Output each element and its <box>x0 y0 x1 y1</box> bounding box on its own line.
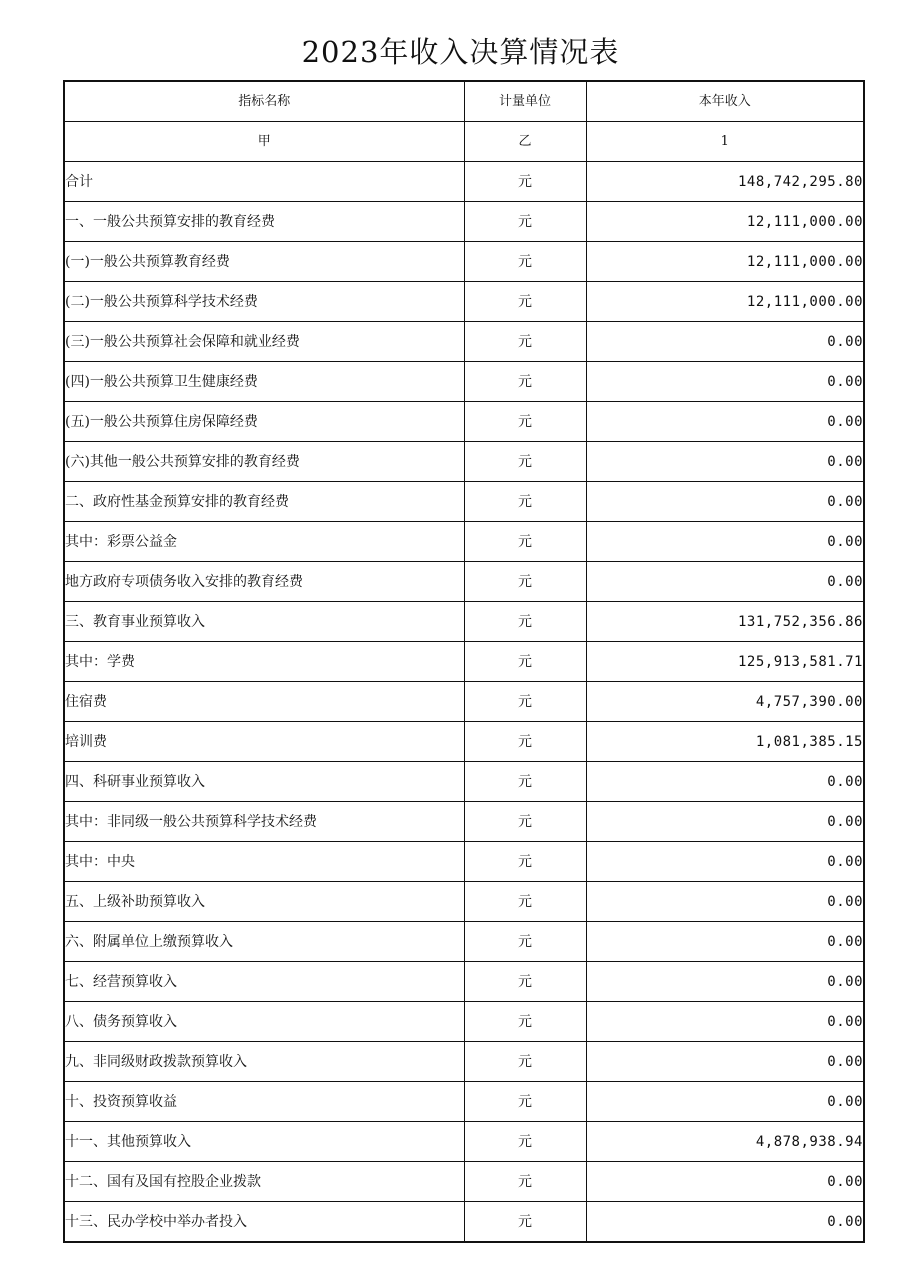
page-title: 2023年收入决算情况表 <box>301 35 620 69</box>
row-unit: 元 <box>464 402 586 442</box>
row-name: 六、附属单位上缴预算收入 <box>64 922 464 962</box>
revenue-table <box>63 80 865 1243</box>
table-row <box>64 1162 864 1202</box>
table-row <box>64 722 864 762</box>
table-row <box>64 1002 864 1042</box>
row-value: 12,111,000.00 <box>586 282 864 322</box>
row-unit: 元 <box>464 882 586 922</box>
table-row <box>64 682 864 722</box>
row-value: 0.00 <box>586 922 864 962</box>
table-row <box>64 962 864 1002</box>
table-row <box>64 362 864 402</box>
row-value: 148,742,295.80 <box>586 162 864 202</box>
table-row <box>64 562 864 602</box>
row-unit: 元 <box>464 1122 586 1162</box>
row-value: 0.00 <box>586 1202 864 1243</box>
row-unit: 元 <box>464 842 586 882</box>
table-row <box>64 1122 864 1162</box>
row-value: 4,878,938.94 <box>586 1122 864 1162</box>
row-name: (一)一般公共预算教育经费 <box>64 242 464 282</box>
row-value: 0.00 <box>586 882 864 922</box>
row-name: 一、一般公共预算安排的教育经费 <box>64 202 464 242</box>
table-row <box>64 842 864 882</box>
row-unit: 元 <box>464 602 586 642</box>
row-name: (三)一般公共预算社会保障和就业经费 <box>64 322 464 362</box>
row-value: 131,752,356.86 <box>586 602 864 642</box>
row-unit: 元 <box>464 282 586 322</box>
row-value: 0.00 <box>586 962 864 1002</box>
row-name: 十一、其他预算收入 <box>64 1122 464 1162</box>
row-unit: 元 <box>464 482 586 522</box>
row-name: 十三、民办学校中举办者投入 <box>64 1202 464 1243</box>
row-value: 12,111,000.00 <box>586 202 864 242</box>
row-unit: 元 <box>464 962 586 1002</box>
row-unit: 元 <box>464 1002 586 1042</box>
row-name: (二)一般公共预算科学技术经费 <box>64 282 464 322</box>
table-row <box>64 202 864 242</box>
table-row <box>64 282 864 322</box>
row-name: 其中：中央 <box>64 842 464 882</box>
table-row <box>64 1042 864 1082</box>
row-unit: 元 <box>464 202 586 242</box>
row-name: 二、政府性基金预算安排的教育经费 <box>64 482 464 522</box>
row-value: 1,081,385.15 <box>586 722 864 762</box>
subheader-unit: 乙 <box>464 122 586 162</box>
row-name: 三、教育事业预算收入 <box>64 602 464 642</box>
row-name: 五、上级补助预算收入 <box>64 882 464 922</box>
row-unit: 元 <box>464 1042 586 1082</box>
table-row <box>64 802 864 842</box>
row-value: 0.00 <box>586 322 864 362</box>
row-name: 其中：非同级一般公共预算科学技术经费 <box>64 802 464 842</box>
row-value: 0.00 <box>586 842 864 882</box>
row-value: 0.00 <box>586 1002 864 1042</box>
table-row <box>64 322 864 362</box>
table-subheader-row <box>64 122 864 162</box>
table-header-row <box>64 81 864 122</box>
row-value: 0.00 <box>586 362 864 402</box>
row-unit: 元 <box>464 242 586 282</box>
row-unit: 元 <box>464 322 586 362</box>
subheader-value: 1 <box>586 122 864 162</box>
row-unit: 元 <box>464 802 586 842</box>
row-unit: 元 <box>464 1082 586 1122</box>
row-unit: 元 <box>464 362 586 402</box>
row-name: 培训费 <box>64 722 464 762</box>
header-value: 本年收入 <box>586 81 864 122</box>
row-unit: 元 <box>464 682 586 722</box>
row-value: 125,913,581.71 <box>586 642 864 682</box>
row-value: 12,111,000.00 <box>586 242 864 282</box>
row-unit: 元 <box>464 1162 586 1202</box>
row-name: 十、投资预算收益 <box>64 1082 464 1122</box>
row-value: 0.00 <box>586 1162 864 1202</box>
row-name: 其中：彩票公益金 <box>64 522 464 562</box>
row-value: 0.00 <box>586 762 864 802</box>
row-value: 0.00 <box>586 802 864 842</box>
row-name: 七、经营预算收入 <box>64 962 464 1002</box>
row-unit: 元 <box>464 642 586 682</box>
row-value: 0.00 <box>586 562 864 602</box>
row-name: (五)一般公共预算住房保障经费 <box>64 402 464 442</box>
table-row <box>64 442 864 482</box>
row-unit: 元 <box>464 442 586 482</box>
row-value: 0.00 <box>586 522 864 562</box>
row-value: 0.00 <box>586 442 864 482</box>
subheader-name: 甲 <box>64 122 464 162</box>
row-name: 合计 <box>64 162 464 202</box>
table-row <box>64 1082 864 1122</box>
row-unit: 元 <box>464 162 586 202</box>
table-row <box>64 522 864 562</box>
row-name: 八、债务预算收入 <box>64 1002 464 1042</box>
table-row <box>64 402 864 442</box>
table-row <box>64 602 864 642</box>
row-name: 地方政府专项债务收入安排的教育经费 <box>64 562 464 602</box>
table-row <box>64 762 864 802</box>
row-unit: 元 <box>464 762 586 802</box>
table-row <box>64 1202 864 1243</box>
table-row <box>64 162 864 202</box>
row-name: 其中：学费 <box>64 642 464 682</box>
row-name: (四)一般公共预算卫生健康经费 <box>64 362 464 402</box>
table-row <box>64 482 864 522</box>
header-name: 指标名称 <box>64 81 464 122</box>
row-unit: 元 <box>464 1202 586 1243</box>
row-name: 九、非同级财政拨款预算收入 <box>64 1042 464 1082</box>
row-name: 住宿费 <box>64 682 464 722</box>
row-value: 4,757,390.00 <box>586 682 864 722</box>
row-unit: 元 <box>464 562 586 602</box>
row-value: 0.00 <box>586 402 864 442</box>
table-row <box>64 642 864 682</box>
row-unit: 元 <box>464 922 586 962</box>
table-row <box>64 922 864 962</box>
table-row <box>64 242 864 282</box>
row-unit: 元 <box>464 722 586 762</box>
row-name: 十二、国有及国有控股企业拨款 <box>64 1162 464 1202</box>
row-name: 四、科研事业预算收入 <box>64 762 464 802</box>
table-row <box>64 882 864 922</box>
row-value: 0.00 <box>586 1082 864 1122</box>
row-value: 0.00 <box>586 1042 864 1082</box>
row-name: (六)其他一般公共预算安排的教育经费 <box>64 442 464 482</box>
row-value: 0.00 <box>586 482 864 522</box>
row-unit: 元 <box>464 522 586 562</box>
header-unit: 计量单位 <box>464 81 586 122</box>
